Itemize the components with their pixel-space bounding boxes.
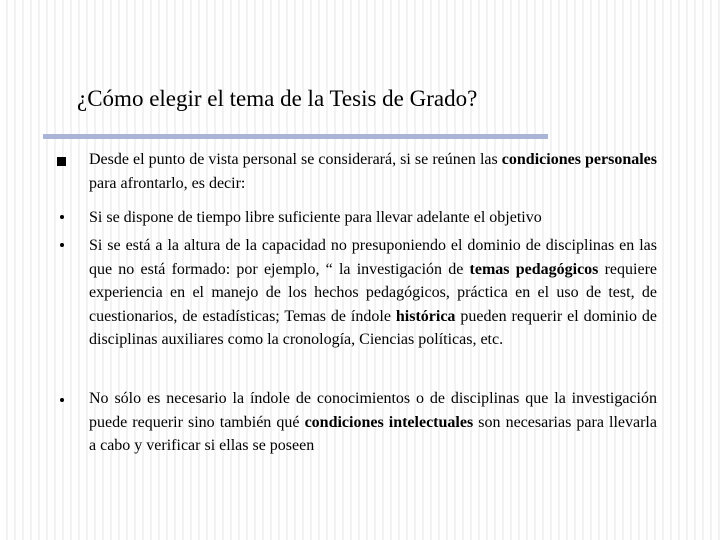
capacity-text-2: requiere experiencia en el manejo de los hechos pedagógicos, práctica en el uso de test, de cuestionarios, de estadísticas; Temas de índole xyxy=(89,260,658,325)
bullet-item-intro xyxy=(89,148,657,195)
capacity-text-1: Si se está a la altura de la capacidad no presuponiendo el dominio de disciplinas en las que no está formado: por ejemplo, “ la investigación de xyxy=(89,237,657,278)
bullet-item-conditions xyxy=(89,387,657,458)
dot-bullet-icon xyxy=(60,243,64,247)
square-bullet-icon xyxy=(57,157,66,166)
intro-text-1: Desde el punto de vista personal se considerará, si se reúnen las xyxy=(89,151,502,168)
dot-bullet-icon xyxy=(60,215,64,219)
conditions-text-1: No sólo es necesario la índole de conocimientos o de disciplinas que la investigación puede requerir sino también qué xyxy=(89,390,657,431)
slide-title: ¿Cómo elegir el tema de la Tesis de Grado? xyxy=(77,86,478,111)
conditions-bold: condiciones intelectuales xyxy=(304,413,474,431)
conditions-text-2: son necesarias para llevarla a cabo y verificar si ellas se poseen xyxy=(89,413,657,455)
bullet-item-capacity xyxy=(89,234,657,352)
title-underline xyxy=(43,134,548,139)
capacity-bold-2: histórica xyxy=(395,307,456,325)
bullet-item-time: Si se dispone de tiempo libre suficiente para llevar adelante el objetivo xyxy=(89,209,542,226)
dot-bullet-icon xyxy=(60,398,64,402)
capacity-text-3: pueden requerir el dominio de disciplinas auxiliares como la cronología, Ciencias políticas, etc. xyxy=(89,307,657,349)
capacity-bold-1: temas pedagógicos xyxy=(469,260,599,278)
intro-text-2: para afrontarlo, es decir: xyxy=(89,174,246,192)
intro-bold-text: condiciones personales xyxy=(501,151,657,168)
